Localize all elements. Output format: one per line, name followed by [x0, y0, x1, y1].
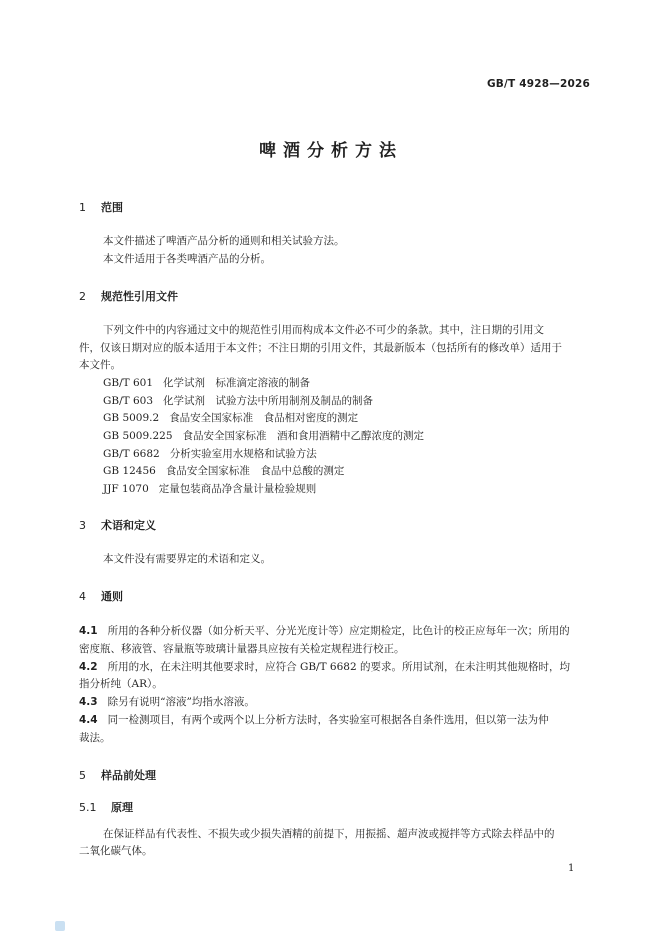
subsection-number: 5.1 [79, 801, 97, 814]
section-2-heading [79, 288, 178, 304]
reference-code: GB/T 601 [103, 377, 154, 389]
section-number: 3 [79, 519, 86, 532]
reference-item [103, 428, 424, 443]
clause-4-2-line-2: 指分析纯（AR）。 [79, 678, 163, 690]
clause-4-1-line-2: 密度瓶、移液管、容量瓶等玻璃计量器具应按有关检定规程进行校正。 [79, 643, 405, 655]
section-title: 通则 [101, 590, 123, 603]
subsection-5-1-heading [79, 799, 133, 815]
reference-title: 食品安全国家标准 食品相对密度的测定 [169, 412, 359, 424]
reference-title: 食品安全国家标准 食品中总酸的测定 [165, 465, 345, 477]
clause-4-4-line-2: 裁法。 [79, 732, 111, 744]
reference-code: JJF 1070 [103, 483, 149, 495]
clause-text: 所用的各种分析仪器（如分析天平、分光光度计等）应定期检定，比色计的校正应每年一次；所用的 [107, 625, 570, 637]
section-number: 2 [79, 290, 86, 303]
reference-code: GB/T 6682 [103, 448, 160, 460]
section-number: 5 [79, 769, 86, 782]
reference-item [103, 446, 317, 461]
section-1-paragraph-1: 本文件描述了啤酒产品分析的通则和相关试验方法。 [103, 235, 345, 247]
clause-4-4-line-1 [79, 712, 549, 727]
standard-number: GB/T 4928—2026 [486, 78, 590, 90]
section-2-intro-line-1: 下列文件中的内容通过文中的规范性引用而构成本文件必不可少的条款。其中，注日期的引用文 [103, 324, 544, 336]
section-5-heading [79, 767, 156, 783]
reference-title: 分析实验室用水规格和试验方法 [169, 448, 317, 460]
reference-title: 定量包装商品净含量计量检验规则 [158, 483, 317, 495]
section-number: 4 [79, 590, 86, 603]
reference-title: 化学试剂 标准滴定溶液的制备 [163, 377, 311, 389]
section-1-paragraph-2: 本文件适用于各类啤酒产品的分析。 [103, 253, 271, 265]
clause-4-3 [79, 694, 255, 709]
section-number: 1 [79, 201, 86, 214]
page-number: 1 [568, 863, 575, 874]
clause-text: 所用的水，在未注明其他要求时，应符合 GB/T 6682 的要求。所用试剂，在未注明其他规格时，均 [107, 661, 570, 673]
section-2-intro-line-2: 件，仅该日期对应的版本适用于本文件；不注日期的引用文件，其最新版本（包括所有的修改单）适用于 [79, 342, 562, 354]
section-title: 范围 [101, 201, 123, 214]
clause-text: 除另有说明“溶液”均指水溶液。 [107, 696, 255, 708]
section-4-heading [79, 588, 123, 604]
subsection-5-1-line-1: 在保证样品有代表性、不损失或少损失酒精的前提下，用振摇、超声波或搅拌等方式除去样品中的 [103, 828, 555, 840]
section-3-heading [79, 517, 156, 533]
reference-code: GB/T 603 [103, 395, 154, 407]
reference-item [103, 393, 373, 408]
clause-number: 4.4 [79, 714, 98, 726]
section-1-heading [79, 199, 123, 215]
reference-code: GB 5009.225 [103, 430, 173, 442]
reference-code: GB 12456 [103, 465, 156, 477]
subsection-5-1-line-2: 二氧化碳气体。 [79, 845, 153, 857]
document-title: 啤酒分析方法 [259, 141, 403, 161]
reference-item [103, 463, 344, 478]
reference-title: 化学试剂 试验方法中所用制剂及制品的制备 [163, 395, 374, 407]
reference-item [103, 481, 316, 496]
section-title: 规范性引用文件 [101, 290, 178, 303]
watermark-logo-icon [55, 921, 65, 931]
section-2-intro-line-3: 本文件。 [79, 359, 121, 371]
subsection-title: 原理 [111, 801, 133, 814]
reference-title: 食品安全国家标准 酒和食用酒精中乙醇浓度的测定 [182, 430, 425, 442]
clause-text: 同一检测项目，有两个或两个以上分析方法时，各实验室可根据各自条件选用，但以第一法为仲 [107, 714, 549, 726]
reference-item [103, 375, 310, 390]
clause-number: 4.3 [79, 696, 98, 708]
clause-4-1-line-1 [79, 623, 570, 638]
reference-item [103, 410, 358, 425]
reference-code: GB 5009.2 [103, 412, 160, 424]
section-title: 术语和定义 [101, 519, 156, 532]
section-3-paragraph: 本文件没有需要界定的术语和定义。 [103, 553, 271, 565]
clause-number: 4.2 [79, 661, 98, 673]
clause-number: 4.1 [79, 625, 98, 637]
clause-4-2-line-1 [79, 659, 570, 674]
section-title: 样品前处理 [101, 769, 156, 782]
